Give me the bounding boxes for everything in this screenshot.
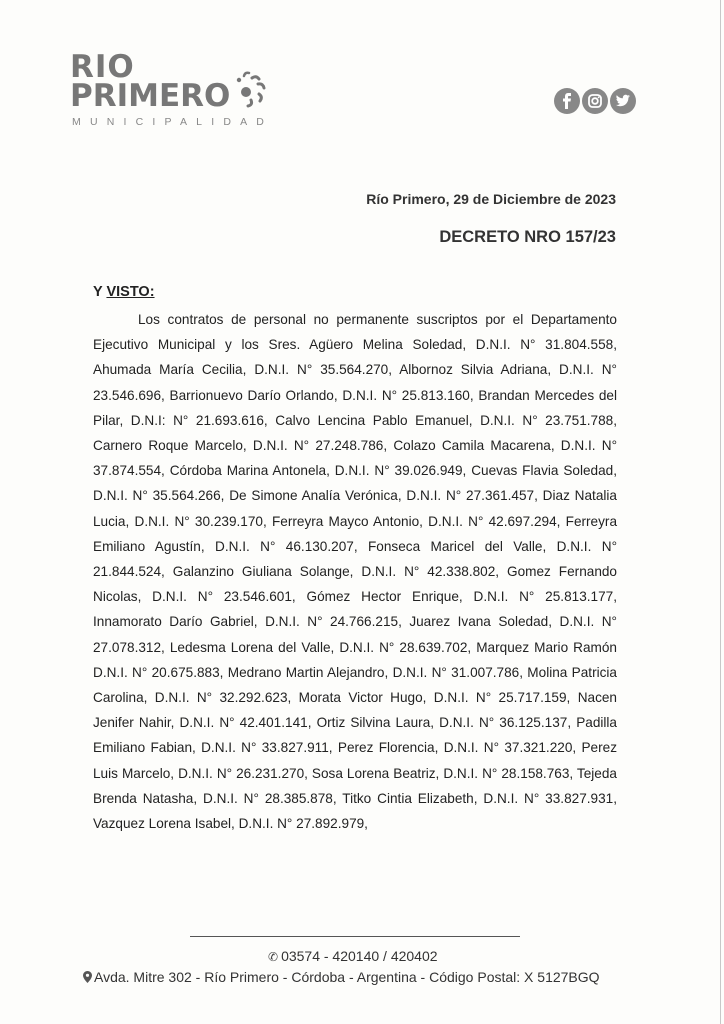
sun-emblem-icon: [230, 70, 270, 110]
footer-phone: [268, 948, 438, 964]
logo-subtitle: MUNICIPALIDAD: [72, 116, 274, 128]
social-icons: [554, 88, 636, 114]
document-date: Río Primero, 29 de Diciembre de 2023: [366, 191, 616, 207]
logo-line-primero: PRIMERO: [70, 78, 231, 114]
section-prefix: Y: [93, 284, 107, 300]
location-pin-icon: [83, 971, 92, 983]
section-label: VISTO:: [106, 284, 155, 300]
logo-line-rio: RIO: [70, 49, 135, 85]
body-paragraph: Los contratos de personal no permanente suscriptos por el Departamento Ejecutivo Municipal y los Sres. Agüero Melina Soledad, D.N.I. N° 31.804.558, Ahumada María Cecilia, D.N.I. N° 35.564.270, Albornoz Silvia Adriana, D.N.I. N° 23.546.696, Barrionuevo Darío Orlando, D.N.I. N° 25.813.160, Brandan Mercedes del Pilar, D.N.I: N° 21.693.616, Calvo Lencina Pablo Emanuel, D.N.I. N° 23.751.788, Carnero Roque Marcelo, D.N.I. N° 27.248.786, Colazo Camila Macarena, D.N.I. N° 37.874.554, Córdoba Marina Antonela, D.N.I. N° 39.026.949, Cuevas Flavia Soledad, D.N.I. N° 35.564.266, De Simone Analía Verónica, D.N.I. N° 27.361.457, Diaz Natalia Lucia, D.N.I. N° 30.239.170, Ferreyra Mayco Antonio, D.N.I. N° 42.697.294, Ferreyra Emiliano Agustín, D.N.I. N° 46.130.207, Fonseca Maricel del Valle, D.N.I. N° 21.844.524, Galanzino Giuliana Solange, D.N.I. N° 42.338.802, Gomez Fernando Nicolas, D.N.I. N° 23.546.601, Gómez Hector Enrique, D.N.I. N° 25.813.177, Innamorato Darío Gabriel, D.N.I. N° 24.766.215, Juarez Ivana Soledad, D.N.I. N° 27.078.312, Ledesma Lorena del Valle, D.N.I. N° 28.639.702, Marquez Mario Ramón D.N.I. N° 20.675.883, Medrano Martin Alejandro, D.N.I. N° 31.007.786, Molina Patricia Carolina, D.N.I. N° 32.292.623, Morata Victor Hugo, D.N.I. N° 25.717.159, Nacen Jenifer Nahir, D.N.I. N° 42.401.141, Ortiz Silvina Laura, D.N.I. N° 36.125.137, Padilla Emiliano Fabian, D.N.I. N° 33.827.911, Perez Florencia, D.N.I. N° 37.321.220, Perez Luis Marcelo, D.N.I. N° 26.231.270, Sosa Lorena Beatriz, D.N.I. N° 28.158.763, Tejeda Brenda Natasha, D.N.I. N° 28.385.878, Titko Cintia Elizabeth, D.N.I. N° 33.827.931, Vazquez Lorena Isabel, D.N.I. N° 27.892.979,: [93, 312, 617, 832]
decree-title: DECRETO NRO 157/23: [439, 228, 616, 246]
municipality-logo: [70, 49, 290, 132]
scan-edge: [720, 0, 721, 1024]
facebook-icon: [554, 88, 580, 114]
footer-phone-text: 03574 - 420140 / 420402: [281, 948, 438, 964]
footer-address: [83, 969, 600, 985]
instagram-icon: [582, 88, 608, 114]
twitter-icon: [610, 88, 636, 114]
footer-divider: [190, 936, 520, 937]
section-heading: [93, 284, 155, 300]
footer-address-text: Avda. Mitre 302 - Río Primero - Córdoba - Argentina - Código Postal: X 5127BGQ: [94, 969, 600, 985]
phone-icon: ✆: [268, 950, 279, 964]
